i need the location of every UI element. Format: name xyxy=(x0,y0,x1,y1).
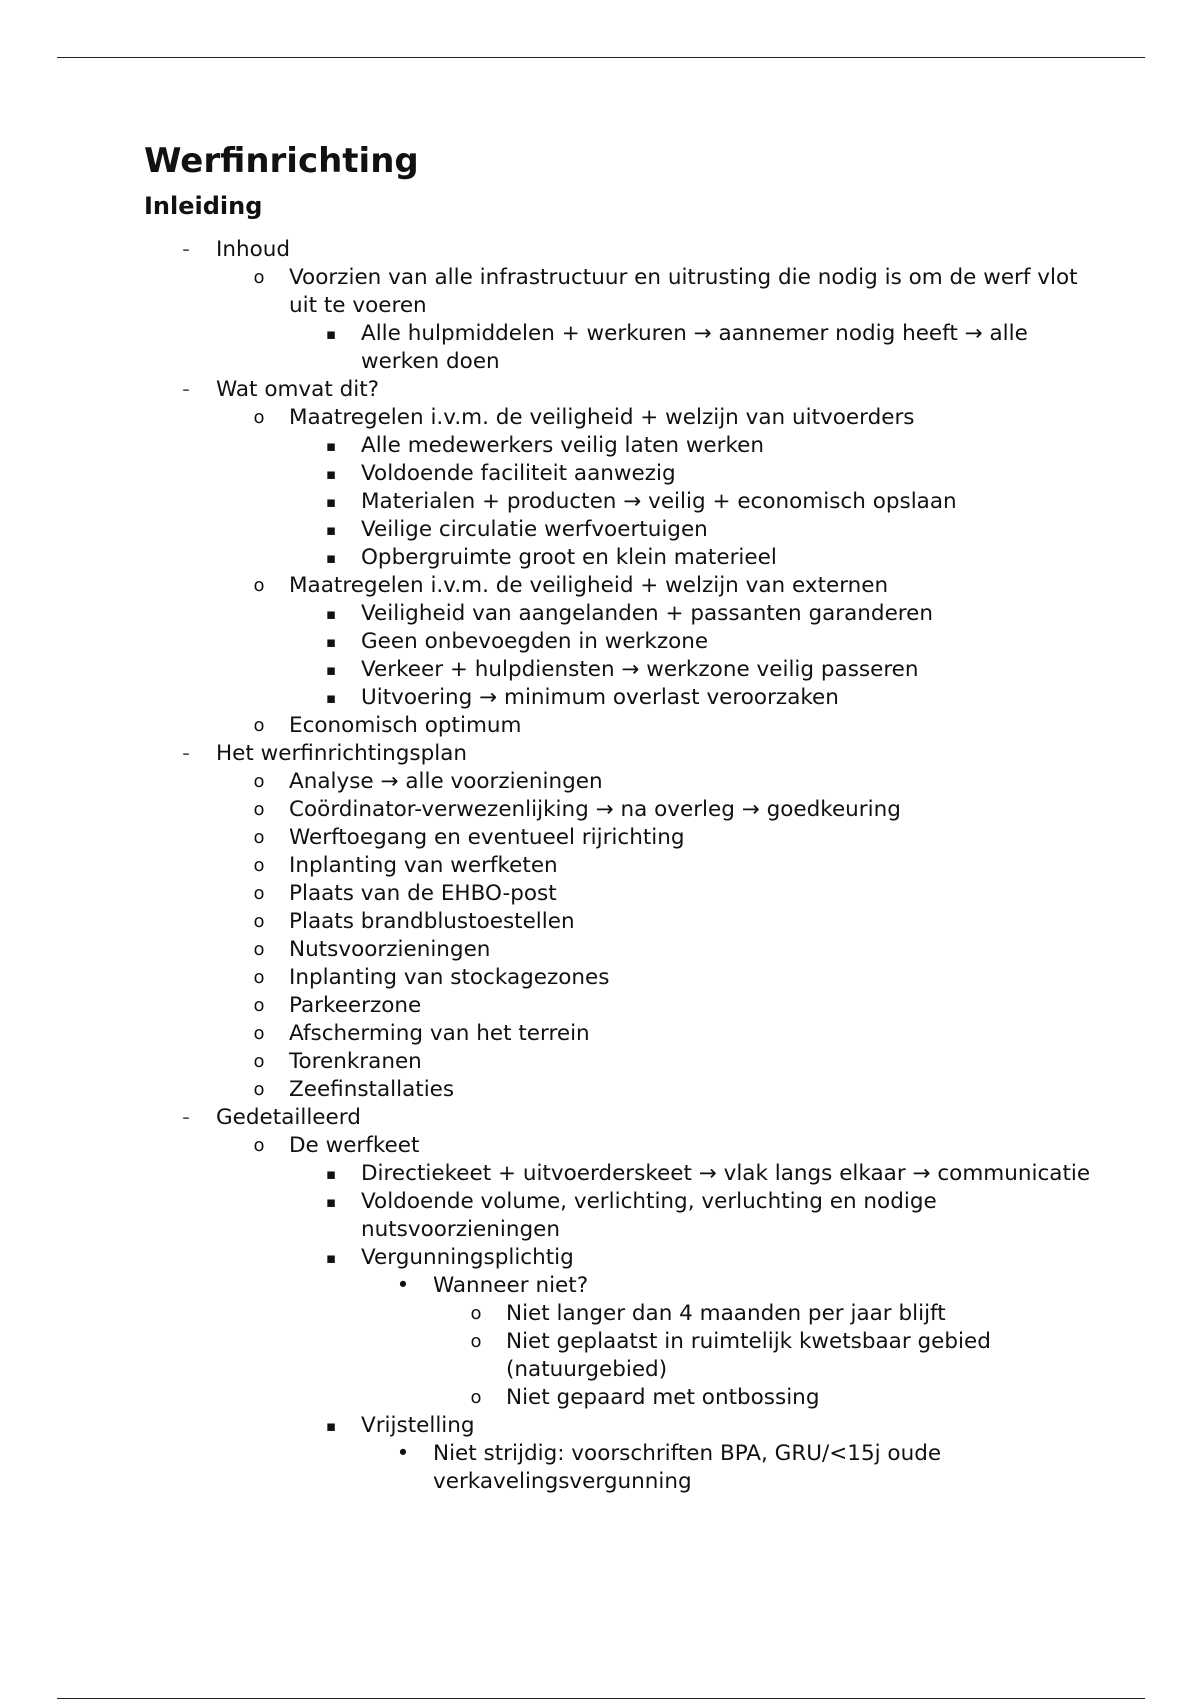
bullet-marker: o xyxy=(253,995,265,1016)
header-rule xyxy=(57,57,1145,58)
bullet-marker: ▪ xyxy=(325,521,337,539)
outline-item-text: Materialen + producten → veilig + economisch opslaan xyxy=(361,489,957,514)
outline-item-text: Alle hulpmiddelen + werkuren → aannemer nodig heeft → alle werken doen xyxy=(361,321,1028,374)
outline-item-text: Plaats brandblustoestellen xyxy=(289,909,575,934)
bullet-marker: o xyxy=(253,967,265,988)
outline-item xyxy=(144,572,1104,600)
outline-item xyxy=(144,1272,1104,1300)
outline-item-text: Niet strijdig: voorschriften BPA, GRU/<15j oude verkavelingsvergunning xyxy=(433,1441,942,1494)
outline-item-text: Vergunningsplichtig xyxy=(361,1245,574,1270)
bullet-marker: o xyxy=(470,1387,482,1408)
outline-item xyxy=(144,992,1104,1020)
bullet-marker: ▪ xyxy=(325,605,337,623)
bullet-marker: - xyxy=(182,741,190,766)
bullet-marker: - xyxy=(182,1105,190,1130)
outline-item xyxy=(144,852,1104,880)
outline-item-text: Wat omvat dit? xyxy=(216,377,380,402)
outline-item-text: Maatregelen i.v.m. de veiligheid + welzijn van externen xyxy=(289,573,889,598)
section-heading: Inleiding xyxy=(144,192,263,220)
bullet-marker: o xyxy=(253,1023,265,1044)
outline-item-text: Voldoende volume, verlichting, verluchting en nodige nutsvoorzieningen xyxy=(361,1189,937,1242)
outline-item-text: Wanneer niet? xyxy=(433,1273,589,1298)
bullet-marker: - xyxy=(182,377,190,402)
outline-item-text: Uitvoering → minimum overlast veroorzaken xyxy=(361,685,839,710)
outline-item-text: Gedetailleerd xyxy=(216,1105,361,1130)
outline-item xyxy=(144,320,1104,376)
outline-item xyxy=(144,964,1104,992)
outline-item-text: Directiekeet + uitvoerderskeet → vlak langs elkaar → communicatie xyxy=(361,1161,1091,1186)
bullet-marker: ▪ xyxy=(325,549,337,567)
outline-item xyxy=(144,796,1104,824)
outline-item-text: Voorzien van alle infrastructuur en uitrusting die nodig is om de werf vlot uit te voeren xyxy=(289,265,1078,318)
footer-rule xyxy=(57,1698,1145,1699)
bullet-marker: ▪ xyxy=(325,465,337,483)
outline-item-text: Geen onbevoegden in werkzone xyxy=(361,629,709,654)
outline-item-text: Inplanting van stockagezones xyxy=(289,965,610,990)
outline-item-text: Plaats van de EHBO-post xyxy=(289,881,557,906)
outline-item xyxy=(144,1048,1104,1076)
outline-item-text: Niet geplaatst in ruimtelijk kwetsbaar gebied (natuurgebied) xyxy=(506,1329,991,1382)
document-title: Werfinrichting xyxy=(144,141,419,181)
bullet-marker: o xyxy=(253,267,265,288)
outline-item xyxy=(144,432,1104,460)
outline-item xyxy=(144,1160,1104,1188)
bullet-marker: - xyxy=(182,237,190,262)
bullet-marker: o xyxy=(253,715,265,736)
outline-item xyxy=(144,376,1104,404)
outline-item-text: Coördinator-verwezenlijking → na overleg → goedkeuring xyxy=(289,797,901,822)
outline-item-text: Torenkranen xyxy=(289,1049,422,1074)
outline-item xyxy=(144,908,1104,936)
outline-item xyxy=(144,1132,1104,1160)
bullet-marker: • xyxy=(396,1441,410,1466)
outline-item xyxy=(144,1440,1104,1496)
outline-item xyxy=(144,544,1104,572)
outline-item xyxy=(144,880,1104,908)
bullet-marker: o xyxy=(253,1135,265,1156)
outline-item-text: Het werfinrichtingsplan xyxy=(216,741,468,766)
outline-item-text: Alle medewerkers veilig laten werken xyxy=(361,433,765,458)
document-body xyxy=(144,138,1104,1496)
outline-item xyxy=(144,768,1104,796)
outline-item-text: Veiligheid van aangelanden + passanten garanderen xyxy=(361,601,934,626)
outline-item xyxy=(144,936,1104,964)
outline-item-text: Maatregelen i.v.m. de veiligheid + welzijn van uitvoerders xyxy=(289,405,915,430)
outline-item xyxy=(144,1076,1104,1104)
outline-list xyxy=(144,236,1104,1496)
bullet-marker: ▪ xyxy=(325,689,337,707)
outline-item xyxy=(144,1328,1104,1384)
outline-item xyxy=(144,1300,1104,1328)
outline-item xyxy=(144,264,1104,320)
outline-item-text: Werftoegang en eventueel rijrichting xyxy=(289,825,685,850)
outline-item xyxy=(144,656,1104,684)
outline-item xyxy=(144,1384,1104,1412)
bullet-marker: ▪ xyxy=(325,1193,337,1211)
bullet-marker: o xyxy=(253,771,265,792)
bullet-marker: o xyxy=(253,1051,265,1072)
outline-item xyxy=(144,1244,1104,1272)
outline-item xyxy=(144,628,1104,656)
outline-item xyxy=(144,1020,1104,1048)
bullet-marker: ▪ xyxy=(325,633,337,651)
bullet-marker: o xyxy=(470,1303,482,1324)
outline-item-text: Verkeer + hulpdiensten → werkzone veilig passeren xyxy=(361,657,919,682)
outline-item-text: Opbergruimte groot en klein materieel xyxy=(361,545,777,570)
outline-item-text: Analyse → alle voorzieningen xyxy=(289,769,603,794)
outline-item-text: Nutsvoorzieningen xyxy=(289,937,491,962)
bullet-marker: ▪ xyxy=(325,437,337,455)
bullet-marker: o xyxy=(253,407,265,428)
outline-item-text: Niet langer dan 4 maanden per jaar blijft xyxy=(506,1301,946,1326)
outline-item xyxy=(144,236,1104,264)
bullet-marker: ▪ xyxy=(325,1165,337,1183)
bullet-marker: o xyxy=(253,911,265,932)
bullet-marker: ▪ xyxy=(325,661,337,679)
bullet-marker: o xyxy=(470,1331,482,1352)
outline-item-text: Niet gepaard met ontbossing xyxy=(506,1385,820,1410)
outline-item xyxy=(144,404,1104,432)
outline-item-text: Veilige circulatie werfvoertuigen xyxy=(361,517,708,542)
bullet-marker: o xyxy=(253,883,265,904)
bullet-marker: o xyxy=(253,827,265,848)
bullet-marker: o xyxy=(253,799,265,820)
outline-item xyxy=(144,684,1104,712)
outline-item-text: Vrijstelling xyxy=(361,1413,475,1438)
outline-item xyxy=(144,1412,1104,1440)
bullet-marker: o xyxy=(253,855,265,876)
outline-item xyxy=(144,1104,1104,1132)
outline-item-text: Voldoende faciliteit aanwezig xyxy=(361,461,676,486)
outline-item xyxy=(144,460,1104,488)
bullet-marker: o xyxy=(253,1079,265,1100)
outline-item-text: Inplanting van werfketen xyxy=(289,853,558,878)
bullet-marker: ▪ xyxy=(325,493,337,511)
outline-item xyxy=(144,488,1104,516)
outline-item-text: Parkeerzone xyxy=(289,993,422,1018)
bullet-marker: • xyxy=(396,1273,410,1298)
outline-item xyxy=(144,516,1104,544)
outline-item-text: Zeefinstallaties xyxy=(289,1077,455,1102)
bullet-marker: o xyxy=(253,575,265,596)
outline-item xyxy=(144,1188,1104,1244)
outline-item-text: Inhoud xyxy=(216,237,291,262)
outline-item-text: De werfkeet xyxy=(289,1133,420,1158)
bullet-marker: ▪ xyxy=(325,1417,337,1435)
outline-item-text: Economisch optimum xyxy=(289,713,522,738)
outline-item xyxy=(144,740,1104,768)
outline-item xyxy=(144,824,1104,852)
bullet-marker: o xyxy=(253,939,265,960)
outline-item-text: Afscherming van het terrein xyxy=(289,1021,590,1046)
outline-item xyxy=(144,600,1104,628)
bullet-marker: ▪ xyxy=(325,1249,337,1267)
bullet-marker: ▪ xyxy=(325,325,337,343)
outline-item xyxy=(144,712,1104,740)
